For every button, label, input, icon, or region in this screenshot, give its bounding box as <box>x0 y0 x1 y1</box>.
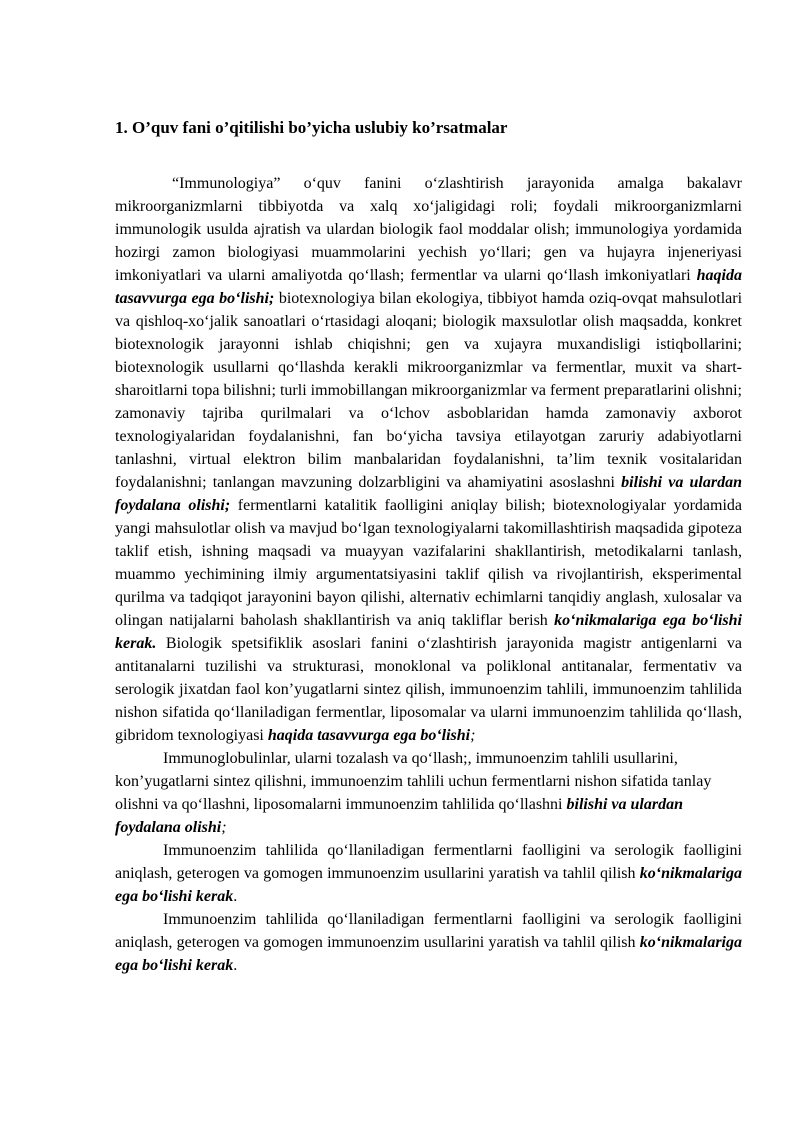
paragraph-4-text-2: . <box>233 957 238 974</box>
paragraph-4-text-1: Immunoenzim tahlilida qo‘llaniladigan fermentlarni faolligini va serologik faolligini aniqlash, geterogen va gomogen immunoenzim usullarini yaratish va tahlil qilish <box>115 911 742 951</box>
paragraph-4-emphasis-1: ko‘nikmalariga ega bo‘lishi kerak <box>115 934 742 974</box>
paragraph-1-text-2: biotexnologiya bilan ekologiya, tibbiyot hamda oziq-ovqat mahsulotlari va qishloq-xo‘jalik sanoatlari o‘rtasidagi aloqani; biologik maxsulotlar olish maqsadda, konkret biotexnologik jarayonni ishlab chiqishni; gen va xujayra muxandisligi istiqbollarini; biotexnologik usullarni qo‘llashda kerakli mikroorganizmlar va fermentlar, muxit va shart-sharoitlarni topa bilishni; turli immobillangan mikroorganizmlar va ferment preparatlarini olishni; zamonaviy tajriba qurilmalari va o‘lchov asboblaridan hamda zamonaviy axborot texnologiyalaridan foydalanishni, fan bo‘yicha tavsiya etilayotgan zaruriy adabiyotlarni tanlashni, virtual elektron bilim manbalaridan foydalanishni, ta’lim texnik vositalaridan foydalanishni; tanlangan mavzuning dolzarbligini va ahamiyatini asoslashni <box>115 290 743 491</box>
paragraph-1-text-5: ; <box>470 727 476 744</box>
paragraph-3 <box>115 839 742 908</box>
paragraph-2 <box>115 747 742 839</box>
paragraph-1-emphasis-4: haqida tasavvurga ega bo‘lishi <box>267 727 471 744</box>
paragraph-3-text-1: Immunoenzim tahlilida qo‘llaniladigan fermentlarni faolligini va serologik faolligini aniqlash, geterogen va gomogen immunoenzim usullarini yaratish va tahlil qilish <box>115 842 742 882</box>
paragraph-1-text-4: Biologik spetsifiklik asoslari fanini o‘zlashtirish jarayonida magistr antigenlarni va antitanalarni tuzilishi va strukturasi, monoklonal va poliklonal antitanalar, fermentativ va serologik jixatdan faol kon’yugatlarni sintez qilish, immunoenzim tahlili, immunoenzim tahlilida nishon sifatida qo‘llaniladigan fermentlar, liposomalar va ularni immunoenzim tahlilida qo‘llash, gibridom texnologiyasi <box>115 635 742 744</box>
paragraph-3-emphasis-1: ko‘nikmalariga ega bo‘lishi kerak <box>115 865 742 905</box>
paragraph-1-emphasis-3: ko‘nikmalariga ega bo‘lishi kerak. <box>115 612 743 652</box>
paragraph-2-text-1: Immunoglobulinlar, ularni tozalash va qo‘llash;, immunoenzim tahlili usullarini, kon’yugatlarni sintez qilishni, immunoenzim tahlili uchun fermentlarni nishon sifatida tanlay olishni va qo‘llashni, liposomalarni immunoenzim tahlilida qo‘llashni <box>115 750 712 813</box>
paragraph-2-emphasis-1: bilishi va ulardan foydalana olishi <box>115 796 683 836</box>
paragraph-4 <box>115 908 742 977</box>
paragraph-2-text-2: ; <box>221 819 227 836</box>
paragraph-1 <box>115 172 742 747</box>
paragraph-1-text-3: fermentlarni katalitik faolligini aniqlay bilish; biotexnologiyalar yordamida yangi mahsulotlar olish va mavjud bo‘lgan texnologiyalarni takomillashtirish maqsadida gipoteza taklif etish, ishning maqsadi va muayyan vazifalarini shakllantirish, metodikalarni tanlash, muammo yechimining ilmiy argumentatsiyasini taklif qilish va rivojlantirish, eksperimental qurilma va tadqiqot jarayonini bayon qilishi, alternativ echimlarni tanqidiy anglash, xulosalar va olingan natijalarni baholash shakllantirish va aniq takliflar berish <box>115 497 743 629</box>
paragraph-1-emphasis-1: haqida tasavvurga ega bo‘lishi; <box>115 267 742 307</box>
paragraph-1-text-1: “Immunologiya” o‘quv fanini o‘zlashtirish jarayonida amalga bakalavr mikroorganizmlarni tibbiyotda va xalq xo‘jaligidagi roli; foydali mikroorganizmlarni immunologik usulda ajratish va ulardan biologik faol moddalar olish; immunologiya yordamida hozirgi zamon biologiyasi muammolarini yechish yo‘llari; gen va hujayra injeneriyasi imkoniyatlari va ularni amaliyotda qo‘llash; fermentlar va ularni qo‘llash imkoniyatlari <box>115 175 742 284</box>
paragraph-1-emphasis-2: bilishi va ulardan foydalana olishi; <box>115 474 742 514</box>
paragraph-3-text-2: . <box>233 888 238 905</box>
page-title: 1. O’quv fani o’qitilishi bo’yicha uslubiy ko’rsatmalar <box>115 118 508 137</box>
document-body <box>115 172 742 977</box>
